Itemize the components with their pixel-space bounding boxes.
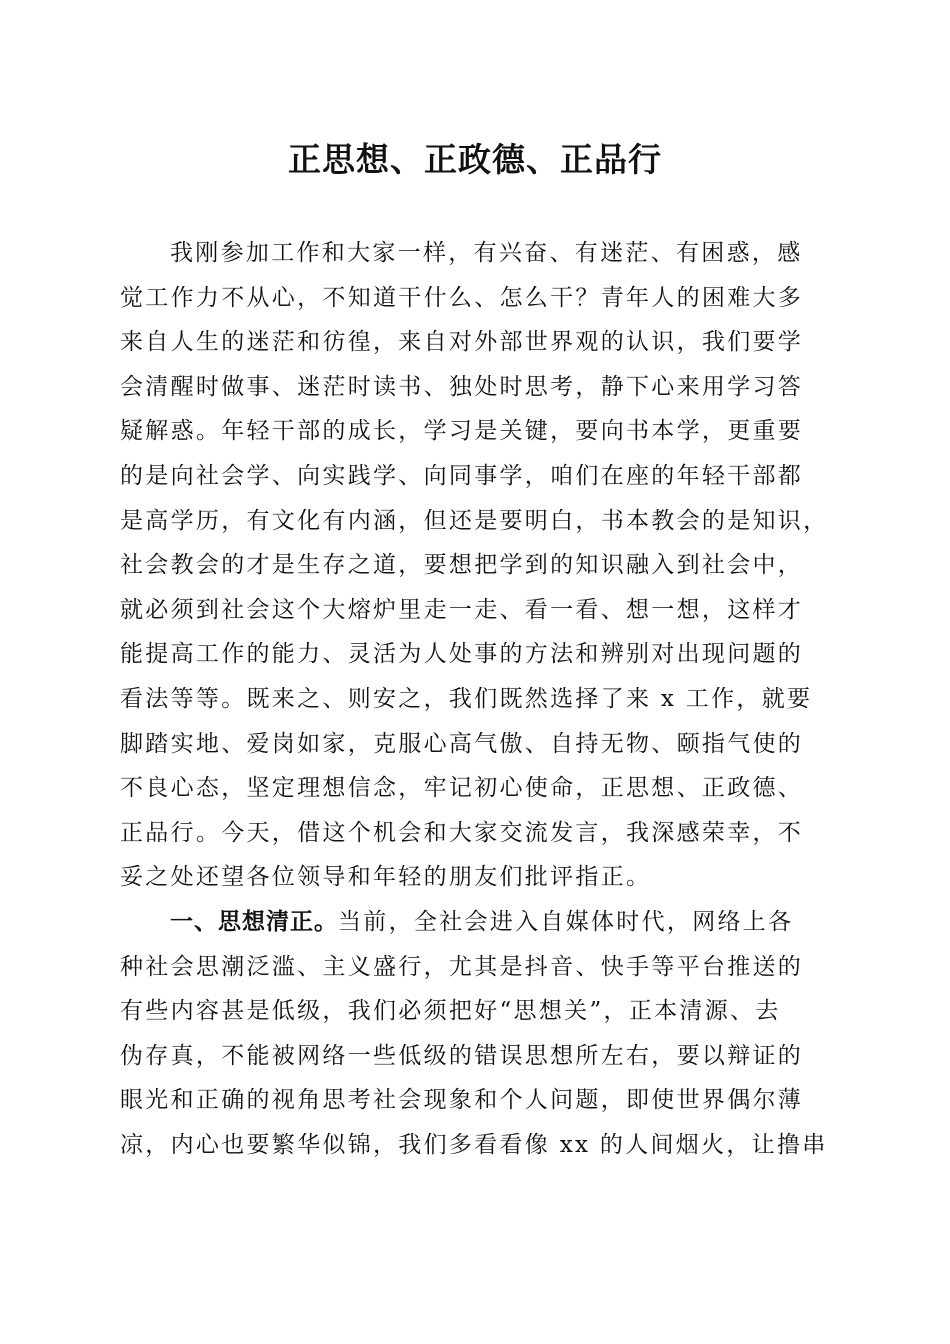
page-title: 正思想、正政德、正品行 <box>288 140 662 179</box>
paragraph-line: 看法等等。既来之、则安之，我们既然选择了来 x 工作，就要 <box>120 685 813 712</box>
paragraph-line: 妥之处还望各位领导和年轻的朋友们批评指正。 <box>120 864 652 891</box>
section-line: 有些内容甚是低级，我们必须把好“思想关”，正本清源、去 <box>120 998 781 1025</box>
section-line: 眼光和正确的视角思考社会现象和个人问题，即使世界偶尔薄 <box>120 1087 804 1114</box>
section-line: 伪存真，不能被网络一些低级的错误思想所左右，要以辩证的 <box>120 1042 804 1069</box>
paragraph-line: 的是向社会学、向实践学、向同事学，咱们在座的年轻干部都 <box>120 462 804 489</box>
paragraph-line: 觉工作力不从心，不知道干什么、怎么干？青年人的困难大多 <box>120 284 804 311</box>
paragraph-line: 会清醒时做事、迷茫时读书、独处时思考，静下心来用学习答 <box>120 373 804 400</box>
paragraph-line: 就必须到社会这个大熔炉里走一走、看一看、想一想，这样才 <box>120 596 804 623</box>
paragraph-line: 正品行。今天，借这个机会和大家交流发言，我深感荣幸，不 <box>120 819 804 846</box>
section-first-line <box>120 900 832 945</box>
section-line: 种社会思潮泛滥、主义盛行，尤其是抖音、快手等平台推送的 <box>120 953 804 980</box>
paragraph-line: 社会教会的才是生存之道，要想把学到的知识融入到社会中， <box>120 552 804 579</box>
section-first-line-text: 当前，全社会进入自媒体时代，网络上各 <box>338 908 794 935</box>
paragraph-line: 来自人生的迷茫和彷徨，来自对外部世界观的认识，我们要学 <box>120 329 804 356</box>
paragraph-line: 疑解惑。年轻干部的成长，学习是关键，要向书本学，更重要 <box>120 418 804 445</box>
section-line: 凉，内心也要繁华似锦，我们多看看像 xx 的人间烟火，让撸串 <box>120 1131 828 1158</box>
section-heading: 一、思想清正。 <box>170 908 338 935</box>
paragraph-line: 是高学历，有文化有内涵，但还是要明白，书本教会的是知识， <box>120 507 829 534</box>
paragraph-line: 我刚参加工作和大家一样，有兴奋、有迷茫、有困惑，感 <box>170 240 803 266</box>
paragraph-line: 不良心态，坚定理想信念，牢记初心使命，正思想、正政德、 <box>120 775 804 802</box>
paragraph-line: 能提高工作的能力、灵活为人处事的方法和辨别对出现问题的 <box>120 641 804 668</box>
paragraph-line: 脚踏实地、爱岗如家，克服心高气傲、自持无物、颐指气使的 <box>120 730 804 757</box>
document-body <box>120 231 832 1167</box>
